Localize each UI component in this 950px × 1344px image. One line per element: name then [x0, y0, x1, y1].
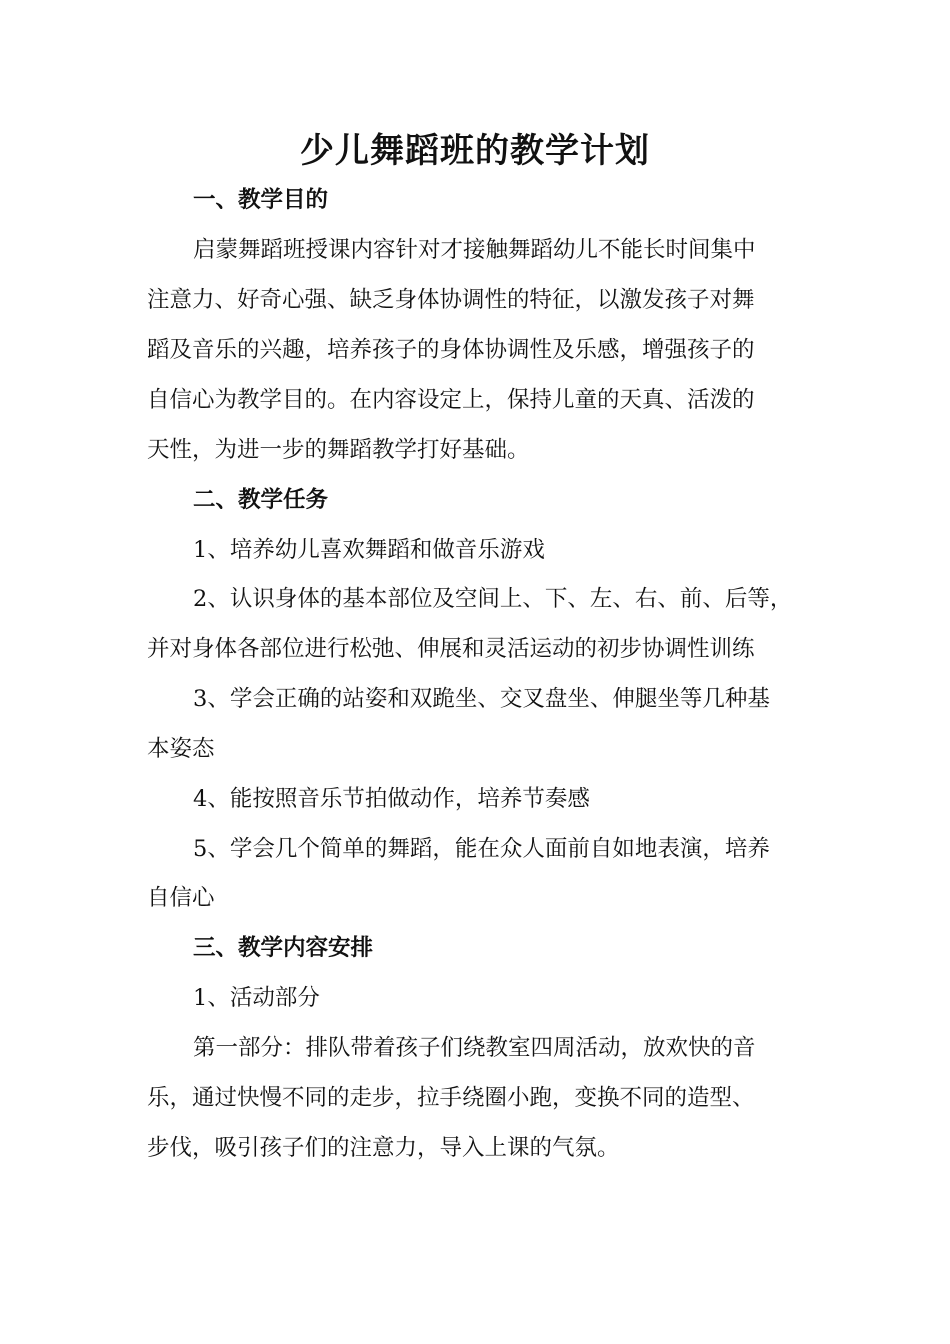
document-title: 少儿舞蹈班的教学计划: [300, 131, 650, 171]
list-item: 4、能按照音乐节拍做动作，培养节奏感: [193, 786, 590, 812]
list-item: 3、学会正确的站姿和双跪坐、交叉盘坐、伸腿坐等几种基: [193, 686, 770, 712]
paragraph-line: 启蒙舞蹈班授课内容针对才接触舞蹈幼儿不能长时间集中: [193, 237, 756, 263]
paragraph-line: 自信心为教学目的。在内容设定上，保持儿童的天真、活泼的: [147, 387, 755, 413]
list-item: 2、认识身体的基本部位及空间上、下、左、右、前、后等，: [193, 586, 793, 612]
list-item: 1、培养幼儿喜欢舞蹈和做音乐游戏: [193, 537, 545, 563]
paragraph-line: 注意力、好奇心强、缺乏身体协调性的特征，以激发孩子对舞: [147, 287, 755, 313]
subsection-label: 1、活动部分: [193, 985, 320, 1011]
paragraph-line: 蹈及音乐的兴趣，培养孩子的身体协调性及乐感，增强孩子的: [147, 337, 755, 363]
section-heading-1: 一、教学目的: [193, 187, 329, 213]
list-item-continued: 自信心: [147, 885, 215, 911]
section-heading-2: 二、教学任务: [193, 487, 329, 513]
list-item: 5、学会几个简单的舞蹈，能在众人面前自如地表演，培养: [193, 836, 770, 862]
paragraph-line: 步伐，吸引孩子们的注意力，导入上课的气氛。: [147, 1135, 620, 1161]
paragraph-line: 乐，通过快慢不同的走步，拉手绕圈小跑，变换不同的造型、: [147, 1085, 755, 1111]
list-item-continued: 并对身体各部位进行松弛、伸展和灵活运动的初步协调性训练: [147, 636, 755, 662]
list-item-continued: 本姿态: [147, 736, 215, 762]
paragraph-line: 第一部分：排队带着孩子们绕教室四周活动，放欢快的音: [193, 1035, 756, 1061]
section-heading-3: 三、教学内容安排: [193, 935, 374, 961]
paragraph-line: 天性，为进一步的舞蹈教学打好基础。: [147, 437, 530, 463]
